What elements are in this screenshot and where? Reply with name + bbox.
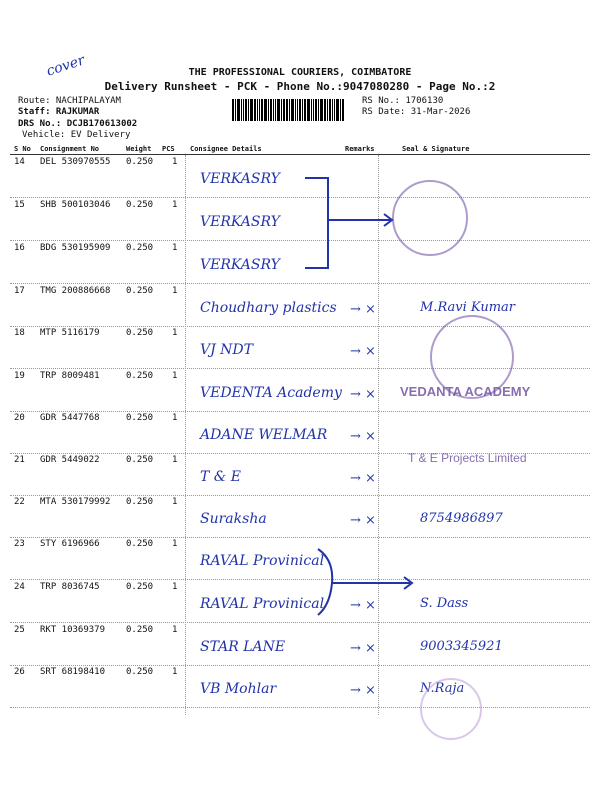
row-serial-number: 20 [14,413,25,423]
row-consignee-handwritten: VERKASRY [200,257,280,273]
barcode-bar [291,99,294,121]
row-consignment-number: RKT 10369379 [40,625,106,635]
barcode-bar [311,99,312,121]
row-serial-number: 18 [14,328,25,338]
row-pieces: 1 [172,455,178,465]
grouping-bracket-arrow-2 [314,545,424,625]
handwritten-cover-note: cover [44,52,87,80]
barcode-bar [277,99,280,121]
grouping-bracket-arrow [300,170,410,280]
row-consignment-number: GDR 5449022 [40,455,100,465]
row-delivered-arrow-mark: → × [350,471,376,486]
row-consignment-number: SRT 68198410 [40,667,106,677]
row-consignee-handwritten: VERKASRY [200,214,280,230]
barcode-bar [235,99,236,121]
row-divider [10,579,590,580]
row-serial-number: 15 [14,200,25,210]
barcode-bar [315,99,317,121]
barcode [232,99,345,121]
row-pieces: 1 [172,413,178,423]
row-delivered-arrow-mark: → × [350,641,376,656]
row-signature-handwritten: N.Raja [420,681,465,696]
row-consignee-handwritten: Suraksha [200,511,267,527]
barcode-bar [318,99,319,121]
row-serial-number: 25 [14,625,25,635]
row-pieces: 1 [172,539,178,549]
row-pieces: 1 [172,582,178,592]
row-consignee-handwritten: VERKASRY [200,171,280,187]
row-pieces: 1 [172,371,178,381]
row-consignment-number: TRP 8036745 [40,582,100,592]
row-pieces: 1 [172,328,178,338]
barcode-bar [332,99,333,121]
col-remarks: Remarks [345,145,375,153]
row-weight: 0.250 [126,157,154,167]
route-label: Route: NACHIPALAYAM [18,96,121,106]
row-serial-number: 16 [14,243,25,253]
barcode-bar [270,99,272,121]
row-serial-number: 22 [14,497,25,507]
barcode-bar [334,99,335,121]
barcode-bar [320,99,323,121]
row-divider [10,495,590,496]
row-weight: 0.250 [126,625,154,635]
row-pieces: 1 [172,157,178,167]
row-signature-handwritten: 9003345921 [420,639,503,654]
vedanta-stamp: VEDANTA ACADEMY [400,384,531,399]
row-delivered-arrow-mark: → × [350,513,376,528]
barcode-bar [245,99,247,121]
row-weight: 0.250 [126,328,154,338]
row-weight: 0.250 [126,371,154,381]
row-serial-number: 24 [14,582,25,592]
row-pieces: 1 [172,667,178,677]
row-serial-number: 17 [14,286,25,296]
row-consignment-number: MTA 530179992 [40,497,111,507]
row-consignee-handwritten: T & E [200,469,241,485]
barcode-bar [232,99,234,121]
runsheet-title: Delivery Runsheet - PCK - Phone No.:9047080280 - Page No.:2 [104,80,496,93]
row-divider [10,326,590,327]
barcode-bar [275,99,276,121]
row-consignee-handwritten: VJ NDT [200,342,253,358]
row-weight: 0.250 [126,539,154,549]
barcode-bar [283,99,285,121]
row-weight: 0.250 [126,243,154,253]
col-seal: Seal & Signature [402,145,470,153]
row-signature-handwritten: S. Dass [420,596,469,611]
row-consignee-handwritten: RAVAL Provinical [200,553,325,569]
row-serial-number: 14 [14,157,25,167]
col-weight: Weight [126,145,152,153]
row-delivered-arrow-mark: → × [350,302,376,317]
row-serial-number: 21 [14,455,25,465]
row-consignee-handwritten: RAVAL Provinical [200,596,325,612]
barcode-bar [243,99,244,121]
barcode-bar [254,99,256,121]
barcode-bar [327,99,328,121]
barcode-bar [237,99,240,121]
row-weight: 0.250 [126,667,154,677]
row-serial-number: 23 [14,539,25,549]
barcode-bar [241,99,242,121]
company-name: THE PROFESSIONAL COURIERS, COIMBATORE [188,67,412,78]
barcode-bar [289,99,290,121]
consignee-column-divider [185,155,186,715]
barcode-bar [273,99,274,121]
barcode-bar [257,99,258,121]
barcode-bar [304,99,306,121]
barcode-bar [336,99,339,121]
row-signature-handwritten: 8754986897 [420,511,503,526]
row-weight: 0.250 [126,582,154,592]
row-consignment-number: MTP 5116179 [40,328,100,338]
row-signature-handwritten: M.Ravi Kumar [420,300,516,315]
row-divider [10,622,590,623]
barcode-bar [329,99,331,121]
row-consignment-number: DEL 530970555 [40,157,111,167]
rs-number: RS No.: 1706130 [362,96,444,106]
barcode-bar [259,99,260,121]
row-pieces: 1 [172,625,178,635]
barcode-bar [324,99,326,121]
barcode-bar [295,99,296,121]
barcode-bar [342,99,344,121]
row-pieces: 1 [172,243,178,253]
row-weight: 0.250 [126,497,154,507]
row-divider [10,665,590,666]
row-serial-number: 26 [14,667,25,677]
rs-date: RS Date: 31-Mar-2026 [362,107,471,117]
col-pcs: PCS [162,145,175,153]
barcode-bar [281,99,282,121]
row-consignment-number: TMG 200886668 [40,286,111,296]
row-consignment-number: BDG 530195909 [40,243,111,253]
row-consignment-number: GDR 5447768 [40,413,100,423]
barcode-bar [313,99,314,121]
row-consignment-number: SHB 500103046 [40,200,111,210]
barcode-bar [286,99,288,121]
col-consignment: Consignment No [40,145,100,153]
barcode-bar [264,99,267,121]
barcode-bar [261,99,263,121]
barcode-bar [297,99,298,121]
row-delivered-arrow-mark: → × [350,387,376,402]
row-divider [10,537,590,538]
row-delivered-arrow-mark: → × [350,683,376,698]
row-consignee-handwritten: STAR LANE [200,639,286,655]
row-pieces: 1 [172,200,178,210]
vehicle-label: Vehicle: EV Delivery [22,130,131,140]
te-projects-stamp: T & E Projects Limited [408,451,527,465]
barcode-bar [302,99,303,121]
col-consignee: Consignee Details [190,145,262,153]
row-consignee-handwritten: VB Mohlar [200,681,277,697]
barcode-bar [250,99,253,121]
barcode-bar [340,99,341,121]
col-sno: S No [14,145,31,153]
barcode-bar [268,99,269,121]
row-divider [10,411,590,412]
row-weight: 0.250 [126,200,154,210]
row-divider [10,707,590,708]
row-divider [10,283,590,284]
row-consignment-number: STY 6196966 [40,539,100,549]
row-pieces: 1 [172,286,178,296]
row-serial-number: 19 [14,371,25,381]
row-delivered-arrow-mark: → × [350,344,376,359]
barcode-bar [307,99,310,121]
drs-label: DRS No.: DCJB170613002 [18,119,138,129]
header-divider [10,154,590,155]
row-delivered-arrow-mark: → × [350,598,376,613]
row-weight: 0.250 [126,413,154,423]
row-delivered-arrow-mark: → × [350,429,376,444]
barcode-bar [248,99,249,121]
row-pieces: 1 [172,497,178,507]
row-consignment-number: TRP 8009481 [40,371,100,381]
row-weight: 0.250 [126,455,154,465]
barcode-bar [299,99,301,121]
vb-mohlar-seal-stamp [420,678,482,740]
row-consignee-handwritten: ADANE WELMAR [200,427,328,443]
staff-label: Staff: RAJKUMAR [18,107,100,117]
row-weight: 0.250 [126,286,154,296]
row-consignee-handwritten: Choudhary plastics [200,300,337,316]
row-consignee-handwritten: VEDENTA Academy [200,385,342,401]
